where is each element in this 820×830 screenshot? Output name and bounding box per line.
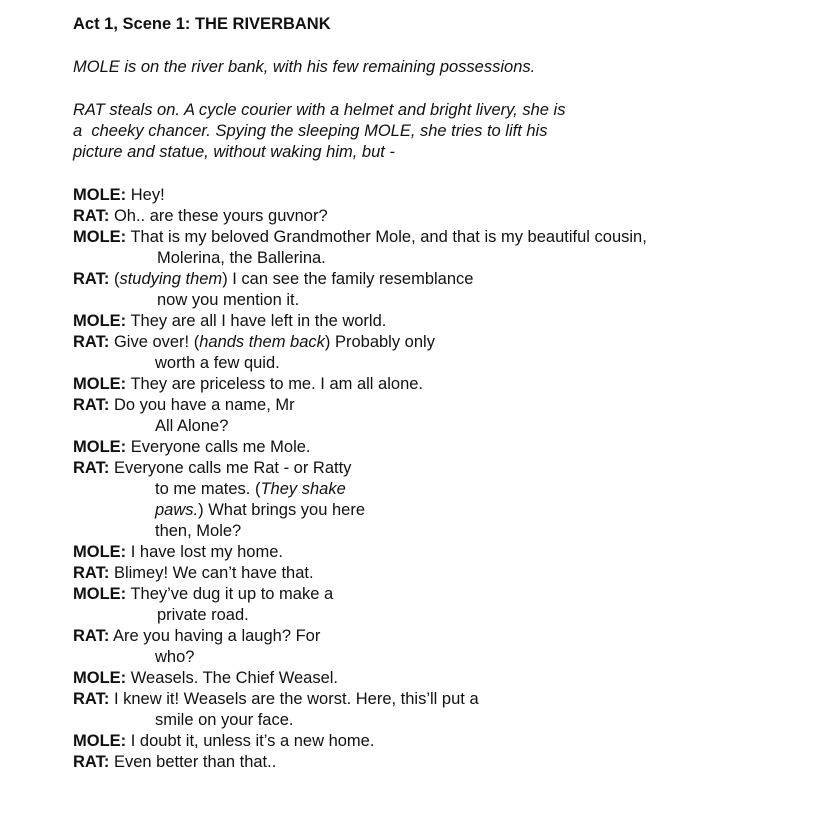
dialogue-continuation: now you mention it. — [157, 291, 300, 309]
speaker-name: MOLE: — [73, 543, 127, 561]
speaker-name: MOLE: — [73, 732, 127, 750]
dialogue-text: Hey! — [126, 186, 165, 204]
dialogue-continuation: then, Mole? — [155, 522, 242, 540]
stage-direction-line: picture and statue, without waking him, but - — [73, 143, 395, 161]
dialogue-line — [73, 206, 773, 227]
dialogue-text: ) Probably only — [324, 333, 435, 351]
dialogue-text: ( — [109, 270, 120, 288]
dialogue-text: Oh.. are these yours guvnor? — [109, 207, 328, 225]
dialogue-line — [73, 269, 773, 290]
dialogue-continuation: smile on your face. — [155, 711, 294, 729]
dialogue-block — [73, 185, 773, 773]
speaker-name: MOLE: — [73, 312, 127, 330]
stage-direction-line: a cheeky chancer. Spying the sleeping MOLE, she tries to lift his — [73, 122, 548, 140]
speaker-name: MOLE: — [73, 438, 127, 456]
dialogue-line — [73, 668, 773, 689]
dialogue-continuation: who? — [155, 648, 195, 666]
speaker-name: RAT: — [73, 270, 110, 288]
dialogue-text: Everyone calls me Mole. — [126, 438, 311, 456]
dialogue-line — [73, 227, 773, 248]
dialogue-line — [73, 458, 773, 479]
dialogue-text: Give over! ( — [109, 333, 200, 351]
dialogue-continuation: private road. — [157, 606, 249, 624]
dialogue-continuation: worth a few quid. — [155, 354, 280, 372]
dialogue-continuation — [73, 500, 773, 521]
dialogue-line — [73, 542, 773, 563]
speaker-name: MOLE: — [73, 669, 127, 687]
dialogue-line — [73, 311, 773, 332]
speaker-name: RAT: — [73, 333, 110, 351]
dialogue-text: to me mates. ( — [155, 480, 261, 498]
dialogue-line — [73, 374, 773, 395]
dialogue-continuation — [73, 479, 773, 500]
dialogue-text: Even better than that.. — [109, 753, 277, 771]
inline-direction: hands them back — [199, 333, 325, 351]
dialogue-line — [73, 626, 773, 647]
stage-direction-opening — [73, 57, 773, 78]
dialogue-text: That is my beloved Grandmother Mole, and that is my beautiful cousin, — [126, 228, 647, 246]
script-page — [73, 14, 773, 773]
dialogue-text: I have lost my home. — [126, 543, 283, 561]
speaker-name: RAT: — [73, 207, 110, 225]
dialogue-text: Everyone calls me Rat - or Ratty — [109, 459, 352, 477]
dialogue-line — [73, 332, 773, 353]
dialogue-text: ) What brings you here — [198, 501, 366, 519]
dialogue-text: They are all I have left in the world. — [126, 312, 387, 330]
speaker-name: MOLE: — [73, 228, 127, 246]
stage-direction-line: MOLE is on the river bank, with his few remaining possessions. — [73, 58, 536, 76]
dialogue-text: Blimey! We can’t have that. — [109, 564, 314, 582]
dialogue-line — [73, 395, 773, 416]
dialogue-line — [73, 731, 773, 752]
speaker-name: MOLE: — [73, 585, 127, 603]
speaker-name: RAT: — [73, 396, 110, 414]
dialogue-line — [73, 437, 773, 458]
dialogue-text: They are priceless to me. I am all alone. — [126, 375, 424, 393]
dialogue-continuation: Molerina, the Ballerina. — [157, 249, 326, 267]
speaker-name: RAT: — [73, 627, 110, 645]
stage-direction-line: RAT steals on. A cycle courier with a helmet and bright livery, she is — [73, 101, 566, 119]
inline-direction: studying them — [119, 270, 223, 288]
dialogue-text: ) I can see the family resemblance — [222, 270, 474, 288]
speaker-name: MOLE: — [73, 186, 127, 204]
inline-direction: paws. — [155, 501, 199, 519]
dialogue-line — [73, 689, 773, 710]
dialogue-text: Are you having a laugh? For — [109, 627, 321, 645]
stage-direction-rat-entrance — [73, 100, 773, 163]
dialogue-line — [73, 563, 773, 584]
speaker-name: RAT: — [73, 459, 110, 477]
dialogue-text: Do you have a name, Mr — [109, 396, 295, 414]
inline-direction: They shake — [260, 480, 346, 498]
dialogue-line — [73, 185, 773, 206]
speaker-name: RAT: — [73, 753, 110, 771]
dialogue-text: They’ve dug it up to make a — [126, 585, 334, 603]
dialogue-text: Weasels. The Chief Weasel. — [126, 669, 339, 687]
dialogue-line — [73, 752, 773, 773]
dialogue-line — [73, 584, 773, 605]
scene-heading: Act 1, Scene 1: THE RIVERBANK — [73, 15, 331, 33]
speaker-name: MOLE: — [73, 375, 127, 393]
dialogue-text: I knew it! Weasels are the worst. Here, this’ll put a — [109, 690, 479, 708]
dialogue-text: I doubt it, unless it’s a new home. — [126, 732, 375, 750]
speaker-name: RAT: — [73, 690, 110, 708]
dialogue-continuation: All Alone? — [155, 417, 229, 435]
speaker-name: RAT: — [73, 564, 110, 582]
